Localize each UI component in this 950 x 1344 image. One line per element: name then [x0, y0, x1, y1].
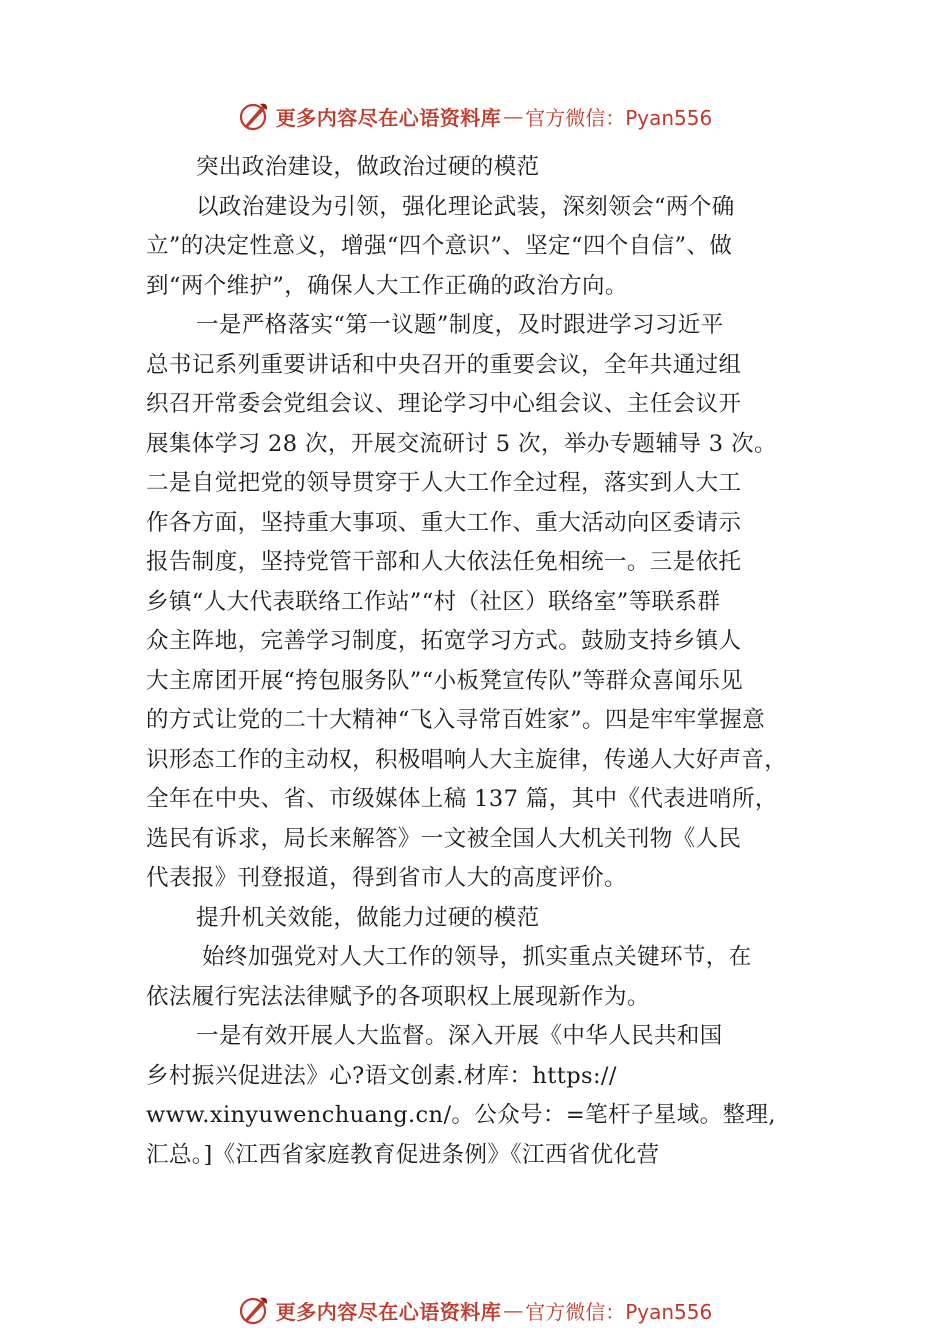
- paragraph-line: 展集体学习 28 次，开展交流研讨 5 次，举办专题辅导 3 次。: [146, 430, 777, 457]
- quill-pen-seal-icon: [238, 100, 270, 132]
- paragraph-line: 以政治建设为引领，强化理论武装，深刻领会“两个确: [196, 193, 735, 220]
- paragraph-line: 二是自觉把党的领导贯穿于人大工作全过程，落实到人大工: [146, 470, 742, 496]
- paragraph-line-url: www.xinyuwenchuang.cn/。公众号：=笔杆子星域。整理,: [146, 1102, 776, 1128]
- banner-separator: —: [503, 104, 524, 128]
- paragraph-line: 报告制度，坚持党管干部和人大依法任免相统一。三是依托: [146, 549, 742, 575]
- quill-pen-seal-icon: [238, 1294, 270, 1326]
- paragraph-line: 乡村振兴促进法》心?语文创素.材库：https://: [146, 1062, 617, 1089]
- paragraph-line: 众主阵地，完善学习制度，拓宽学习方式。鼓励支持乡镇人: [146, 628, 742, 654]
- paragraph-line: 始终加强党对人大工作的领导，抓实重点关键环节，在: [202, 944, 752, 970]
- section-heading-efficiency: 提升机关效能，做能力过硬的模范: [196, 904, 540, 931]
- paragraph-line: 作各方面，坚持重大事项、重大工作、重大活动向区委请示: [146, 509, 742, 536]
- paragraph-line: 代表报》刊登报道，得到省市人大的高度评价。: [146, 865, 627, 891]
- paragraph-line: 依法履行宪法法律赋予的各项职权上展现新作为。: [146, 983, 650, 1010]
- footer-watermark-banner: [0, 1290, 950, 1330]
- paragraph-line: 全年在中央、省、市级媒体上稿 137 篇，其中《代表进哨所，: [146, 786, 778, 812]
- banner-text: 更多内容尽在心语资料库: [275, 105, 502, 130]
- paragraph-line: 织召开常委会党组会议、理论学习中心组会议、主任会议开: [146, 391, 742, 417]
- paragraph-line: 一是有效开展人大监督。深入开展《中华人民共和国: [196, 1023, 723, 1049]
- banner-contact: 官方微信：Pyan556: [525, 105, 713, 130]
- paragraph-line: 识形态工作的主动权，积极唱响人大主旋律，传递人大好声音，: [146, 746, 788, 773]
- paragraph-line: 总书记系列重要讲话和中央召开的重要会议，全年共通过组: [146, 351, 742, 378]
- paragraph-line: 汇总。]《江西省家庭教育促进条例》《江西省优化营: [146, 1141, 660, 1168]
- paragraph-line: 大主席团开展“挎包服务队”“小板凳宣传队”等群众喜闻乐见: [146, 667, 744, 694]
- banner-contact: 官方微信：Pyan556: [525, 1299, 713, 1324]
- paragraph-line: 立”的决定性意义，增强“四个意识”、坚定“四个自信”、做: [146, 233, 733, 259]
- paragraph-line: 选民有诉求，局长来解答》一文被全国人大机关刊物《人民: [146, 825, 742, 852]
- section-heading-politics: 突出政治建设，做政治过硬的模范: [196, 154, 540, 180]
- document-body: [146, 148, 836, 1175]
- paragraph-line: 的方式让党的二十大精神“飞入寻常百姓家”。四是牢牢掌握意: [146, 707, 766, 733]
- header-watermark-banner: [0, 96, 950, 136]
- paragraph-line: 到“两个维护”，确保人大工作正确的政治方向。: [146, 272, 628, 299]
- paragraph-line: 一是严格落实“第一议题”制度，及时跟进学习习近平: [196, 312, 724, 338]
- banner-text: 更多内容尽在心语资料库: [275, 1299, 502, 1324]
- banner-separator: —: [503, 1298, 524, 1322]
- paragraph-line: 乡镇“人大代表联络工作站”“村（社区）联络室”等联系群: [146, 588, 721, 615]
